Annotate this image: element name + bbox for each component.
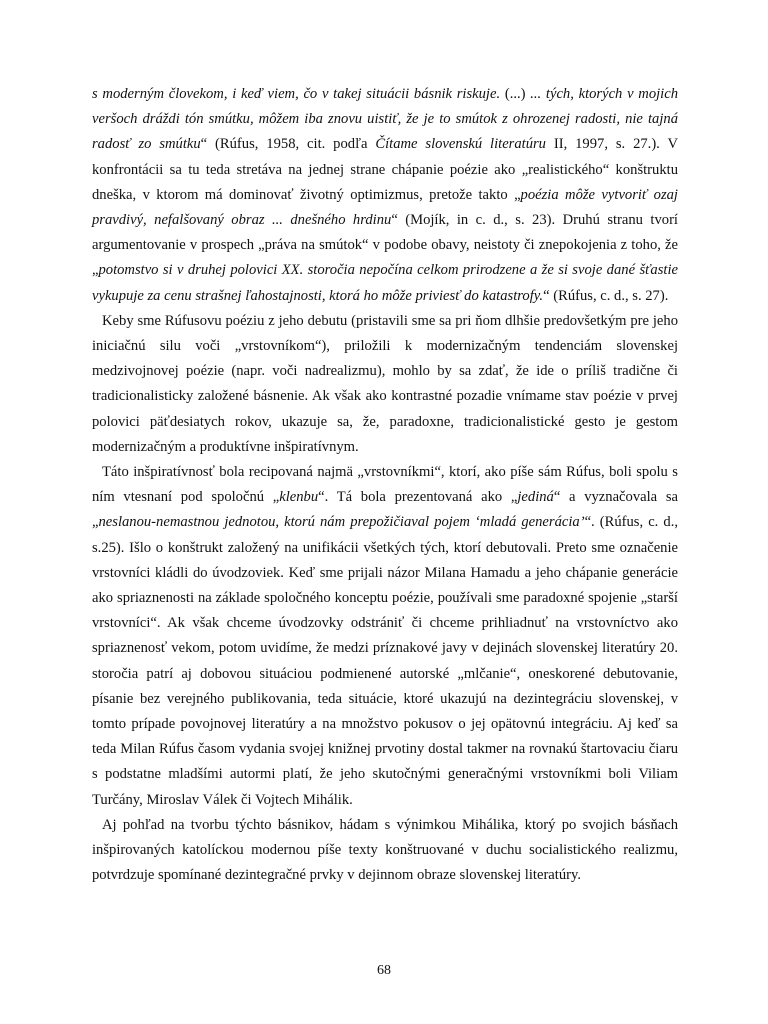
italic-text: s moderným človekom, i keď viem, čo v takej situácii básnik riskuje. (92, 86, 501, 102)
paragraph (92, 460, 678, 813)
text-span: “. Tá bola prezentovaná ako „ (318, 489, 518, 506)
paragraph (92, 309, 678, 460)
paragraph (92, 82, 678, 309)
italic-text: poézia môže vytvoriť ozaj pravdivý, nefalšovaný obraz ... dnešného hrdinu (92, 186, 678, 229)
text-span: “. (Rúfus, c. d., s.25). Išlo o konštrukt založený na unifikácii všetkých tých, ktorí debutovali. Preto sme označenie vrstovníci kládli do úvodzoviek. Keď sme prijali názor Milana Hamadu a jeho chápanie generácie ako spriaznenosti na základe spoločného konceptu poézie, používali sme paradoxné spojenie „starší vrstovníci“. Ak však chceme úvodzovky odstrániť či chceme prihliadnuť na vrstovníctvo ako spriaznenosť vekom, potom uvidíme, že medzi príznakové javy v dejinách slovenskej literatúry 20. storočia patrí aj dobovou situáciou podmienené autorské „mlčanie“, oneskorené debutovanie, písanie bez verejného publikovania, teda situácie, ktoré ukazujú na dezintegráciu slovenskej, v tomto prípade povojnovej literatúry a na množstvo pokusov o jej opätovnú integráciu. Aj keď sa teda Milan Rúfus časom vydania svojej knižnej prvotiny dostal takmer na rovnakú štartovaciu čiaru s podstatne mladšími autormi platí, že jeho skutočnými generačnými vrstovníkmi boli Viliam Turčány, Miroslav Válek či Vojtech Mihálik. (92, 514, 678, 808)
text-span: Táto inšpiratívnosť bola recipovaná najmä „vrstovníkmi“, ktorí, ako píše sám Rúfus, boli spolu s ním vtesnaní pod spoločnú „ (92, 464, 678, 506)
text-span: (...) (500, 86, 531, 102)
paragraph (92, 813, 678, 889)
italic-text: klenbu (279, 489, 319, 506)
text-span: “ (Rúfus, c. d., s. 27). (543, 287, 669, 304)
body-text (92, 82, 678, 889)
italic-text: Čítame slovenskú literatúru (375, 136, 546, 153)
text-span: “ (Mojík, in c. d., s. 23). Druhú stranu tvorí argumentovanie v prospech „práva na smútok“ v podobe obavy, neistoty či znepokojenia z toho, že „ (92, 212, 678, 279)
italic-text: ... tých, ktorých v mojich veršoch dráždi tón smútku, môžem iba znovu uistiť, že je to smútok z ohrozenej radosti, nie tajná radosť zo smútku (92, 86, 678, 153)
italic-text: jediná (517, 489, 554, 506)
page-number: 68 (377, 963, 391, 978)
text-span: “ a vyznačovala sa „ (92, 489, 678, 531)
text-span: II, 1997, s. 27.). V konfrontácii sa tu teda stretáva na jednej strane chápanie poézie ako „realistického“ konštruktu dneška, v ktorom má dominovať životný optimizmus, pretože takto „ (92, 136, 678, 203)
italic-text: neslanou-nemastnou jednotou, ktorú nám prepožičiaval pojem ‘mladá generácia’ (98, 514, 585, 531)
text-span: Aj pohľad na tvorbu týchto básnikov, hádam s výnimkou Mihálika, ktorý po svojich básňach inšpirovaných katolíckou modernou píše texty konštruované v duchu socialistického realizmu, potvrdzuje spomínané dezintegračné prvky v dejinnom obraze slovenskej literatúry. (92, 816, 678, 884)
text-span: Keby sme Rúfusovu poéziu z jeho debutu (pristavili sme sa pri ňom dlhšie predovšetkým pre jeho iniciačnú silu voči „vrstovníkom“), priložili k modernizačným tendenciám slovenskej medzivojnovej poézie (napr. voči nadrealizmu), mohlo by sa zdať, že ide o príliš tradične či tradicionalisticky založené básnenie. Ak však ako kontrastné pozadie vnímame stav poézie v prvej polovici päťdesiatych rokov, ukazuje sa, že, paradoxne, tradicionalistické gesto je gestom modernizačným a produktívne inšpiratívnym. (92, 312, 678, 455)
italic-text: potomstvo si v druhej polovici XX. storočia nepočína celkom prirodzene a že si svoje dané šťastie vykupuje za cenu strašnej ľahostajnosti, ktorá ho môže priviesť do katastrofy. (92, 262, 678, 304)
text-span: “ (Rúfus, 1958, cit. podľa (200, 136, 376, 153)
